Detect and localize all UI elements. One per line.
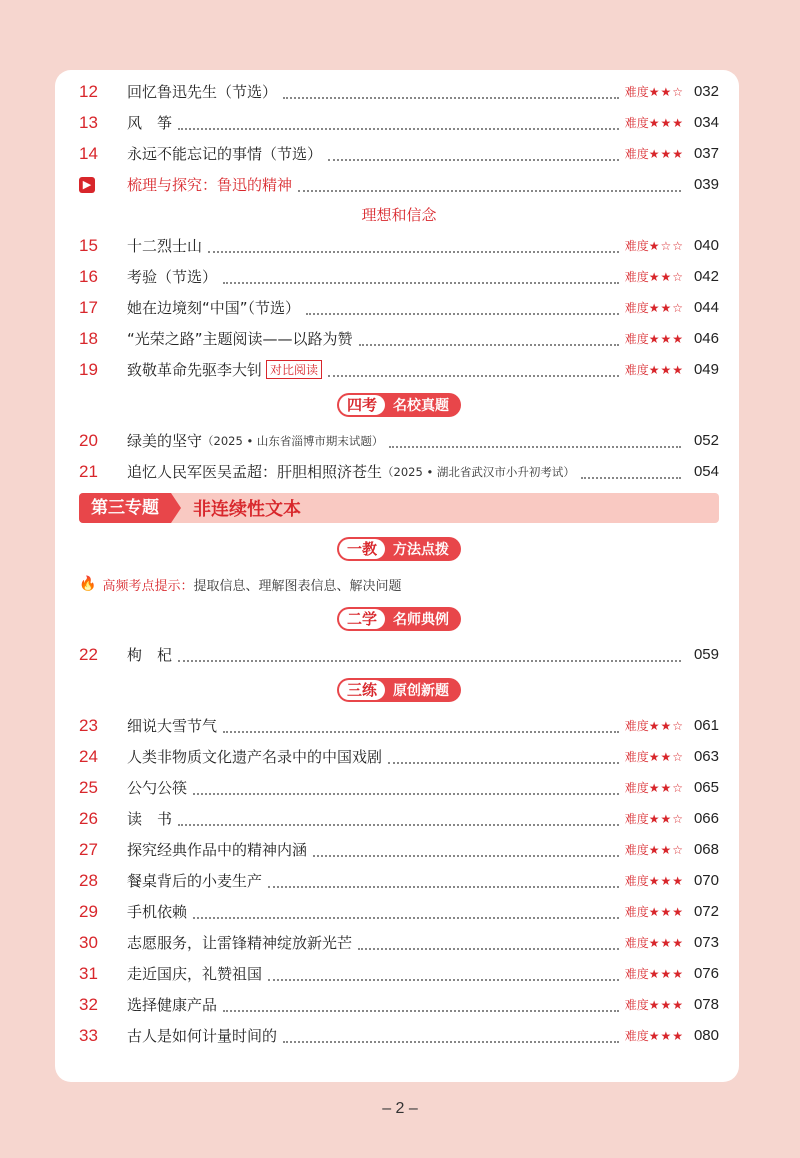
- pill-badge: 二学: [339, 609, 385, 629]
- difficulty-stars: ★★★: [648, 331, 684, 346]
- entry-number: 33: [79, 1025, 98, 1045]
- toc-entry[interactable]: [79, 292, 719, 323]
- leader-dots: [223, 719, 619, 733]
- pill-text: 原创新题: [393, 683, 449, 699]
- toc-entry[interactable]: [79, 138, 719, 169]
- difficulty-stars: ★★☆: [648, 84, 684, 99]
- pill-yijiao: [79, 529, 719, 569]
- difficulty-label: 难度: [624, 270, 649, 284]
- entry-page: 080: [693, 1027, 719, 1044]
- entry-page: 063: [693, 748, 719, 765]
- entry-page: 072: [693, 903, 719, 920]
- entry-title: 追忆人民军医吴孟超：肝胆相照济苍生: [127, 463, 383, 481]
- difficulty-label: 难度: [624, 147, 649, 161]
- entry-page: 039: [693, 176, 719, 193]
- toc-entry[interactable]: [79, 639, 719, 670]
- leader-dots: [223, 998, 619, 1012]
- entry-page: 049: [693, 361, 719, 378]
- leader-dots: [359, 332, 619, 346]
- entry-title: 选择健康产品: [127, 996, 218, 1014]
- difficulty-label: 难度: [624, 781, 649, 795]
- difficulty-label: 难度: [624, 239, 649, 253]
- leader-dots: [268, 967, 619, 981]
- leader-dots: [193, 781, 619, 795]
- entry-title: 细说大雪节气: [127, 717, 218, 735]
- entry-page: 037: [693, 145, 719, 162]
- difficulty-stars: ★★☆: [648, 718, 684, 733]
- entry-source: （2025 • 山东省淄博市期末试题）: [202, 433, 384, 448]
- toc-entry[interactable]: [79, 261, 719, 292]
- entry-number: 14: [79, 143, 98, 163]
- pill-sikao: [79, 385, 719, 425]
- entry-number: 23: [79, 715, 98, 735]
- entry-page: 065: [693, 779, 719, 796]
- entry-title: 枸 杞: [127, 646, 173, 664]
- leader-dots: [178, 116, 619, 130]
- entry-number: 27: [79, 839, 98, 859]
- difficulty-label: 难度: [624, 812, 649, 826]
- entry-number: 24: [79, 746, 98, 766]
- difficulty-label: 难度: [624, 363, 649, 377]
- entry-number: 19: [79, 359, 98, 379]
- entry-page: 040: [693, 237, 719, 254]
- entry-page: 076: [693, 965, 719, 982]
- entry-number: 25: [79, 777, 98, 797]
- toc-entry[interactable]: [79, 230, 719, 261]
- entry-title: 读 书: [127, 810, 173, 828]
- entry-page: 052: [693, 432, 719, 449]
- toc-entry[interactable]: [79, 958, 719, 989]
- difficulty-stars: ★★☆: [648, 780, 684, 795]
- difficulty-stars: ★☆☆: [648, 238, 684, 253]
- entry-page: 070: [693, 872, 719, 889]
- toc-entry[interactable]: [79, 772, 719, 803]
- entry-page: 034: [693, 114, 719, 131]
- toc-group-b: [79, 230, 719, 385]
- pill-text: 名校真题: [393, 398, 449, 414]
- toc-entry[interactable]: [79, 354, 719, 385]
- toc-entry[interactable]: [79, 710, 719, 741]
- entry-page: 066: [693, 810, 719, 827]
- entry-page: 054: [693, 463, 719, 480]
- entry-number: 32: [79, 994, 98, 1014]
- leader-dots: [268, 874, 619, 888]
- entry-title: 永远不能忘记的事情（节选）: [127, 145, 323, 163]
- pill-badge: 一教: [339, 539, 385, 559]
- toc-card: [55, 70, 739, 1082]
- difficulty-stars: ★★☆: [648, 749, 684, 764]
- leader-dots: [298, 178, 681, 192]
- entry-title: 走近国庆，礼赞祖国: [127, 965, 263, 983]
- leader-dots: [389, 434, 681, 448]
- entry-page: 073: [693, 934, 719, 951]
- tip-line: [79, 569, 719, 599]
- difficulty-stars: ★★★: [648, 997, 684, 1012]
- entry-number: 28: [79, 870, 98, 890]
- toc-entry[interactable]: [79, 927, 719, 958]
- pill-text: 方法点拨: [393, 542, 449, 558]
- entry-title: 探究经典作品中的精神内涵: [127, 841, 308, 859]
- tip-label: 高频考点提示：: [102, 578, 194, 594]
- entry-number: 15: [79, 235, 98, 255]
- tip-text: 提取信息、理解图表信息、解决问题: [193, 578, 402, 594]
- entry-page: 032: [693, 83, 719, 100]
- toc-entry[interactable]: [79, 456, 719, 487]
- difficulty-stars: ★★★: [648, 873, 684, 888]
- play-icon: ▶: [79, 177, 95, 193]
- toc-entry[interactable]: [79, 834, 719, 865]
- difficulty-label: 难度: [624, 874, 649, 888]
- entry-title: 志愿服务，让雷锋精神绽放新光芒: [127, 934, 353, 952]
- difficulty-label: 难度: [624, 843, 649, 857]
- entry-number: 26: [79, 808, 98, 828]
- entry-title: 人类非物质文化遗产名录中的中国戏剧: [127, 748, 383, 766]
- difficulty-label: 难度: [624, 998, 649, 1012]
- leader-dots: [328, 363, 619, 377]
- difficulty-stars: ★★★: [648, 146, 684, 161]
- leader-dots: [178, 648, 681, 662]
- entry-number: 20: [79, 430, 98, 450]
- pill-erxue: [79, 599, 719, 639]
- leader-dots: [388, 750, 619, 764]
- difficulty-label: 难度: [624, 332, 649, 346]
- difficulty-label: 难度: [624, 967, 649, 981]
- flame-icon: 🔥: [79, 576, 97, 592]
- entry-number: 13: [79, 112, 98, 132]
- difficulty-stars: ★★☆: [648, 300, 684, 315]
- toc-entry[interactable]: [79, 803, 719, 834]
- difficulty-stars: ★★★: [648, 362, 684, 377]
- toc-entry[interactable]: [79, 896, 719, 927]
- leader-dots: [283, 1029, 619, 1043]
- leader-dots: [178, 812, 619, 826]
- toc-entry[interactable]: [79, 741, 719, 772]
- entry-page: 068: [693, 841, 719, 858]
- toc-group-c: [79, 425, 719, 487]
- entry-title: 梳理与探究：鲁迅的精神: [127, 176, 293, 194]
- entry-number: 16: [79, 266, 98, 286]
- entry-title: 餐桌背后的小麦生产: [127, 872, 263, 890]
- leader-dots: [208, 239, 619, 253]
- entry-title: 风 筝: [127, 114, 173, 132]
- difficulty-stars: ★★★: [648, 935, 684, 950]
- toc-entry[interactable]: [79, 425, 719, 456]
- difficulty-label: 难度: [624, 1029, 649, 1043]
- pill-sanlian: [79, 670, 719, 710]
- entry-title: 考验（节选）: [127, 268, 218, 286]
- difficulty-stars: ★★☆: [648, 842, 684, 857]
- toc-entry[interactable]: [79, 989, 719, 1020]
- difficulty-label: 难度: [624, 116, 649, 130]
- leader-dots: [581, 465, 681, 479]
- pill-text: 名师典例: [393, 612, 449, 628]
- difficulty-stars: ★★☆: [648, 811, 684, 826]
- leader-dots: [328, 147, 619, 161]
- difficulty-stars: ★★☆: [648, 269, 684, 284]
- banner-label: 第三专题: [79, 493, 171, 523]
- toc-entry[interactable]: [79, 323, 719, 354]
- entry-title: 回忆鲁迅先生（节选）: [127, 83, 278, 101]
- section-banner: [79, 493, 719, 523]
- entry-tag: 对比阅读: [266, 360, 322, 379]
- section-heading: 理想和信念: [361, 206, 437, 224]
- entry-page: 059: [693, 646, 719, 663]
- entry-number: 18: [79, 328, 98, 348]
- toc-group-a: [79, 76, 719, 169]
- difficulty-stars: ★★★: [648, 904, 684, 919]
- entry-title: 十二烈士山: [127, 237, 203, 255]
- leader-dots: [223, 270, 619, 284]
- entry-title: 手机依赖: [127, 903, 188, 921]
- page-number: – 2 –: [382, 1100, 418, 1117]
- entry-number: 12: [79, 81, 98, 101]
- toc-entry[interactable]: [79, 1020, 719, 1051]
- pill-badge: 三练: [339, 680, 385, 700]
- entry-number: 31: [79, 963, 98, 983]
- leader-dots: [306, 301, 619, 315]
- toc-group-d: [79, 710, 719, 1051]
- entry-number: 17: [79, 297, 98, 317]
- difficulty-label: 难度: [624, 85, 649, 99]
- difficulty-stars: ★★★: [648, 115, 684, 130]
- difficulty-stars: ★★★: [648, 1028, 684, 1043]
- leader-dots: [193, 905, 619, 919]
- entry-number: 22: [79, 644, 98, 664]
- leader-dots: [313, 843, 619, 857]
- banner-text: 非连续性文本: [193, 499, 301, 520]
- entry-source: （2025 • 湖北省武汉市小升初考试）: [382, 464, 575, 479]
- entry-number: 29: [79, 901, 98, 921]
- entry-title: “光荣之路”主题阅读——以路为赞: [127, 330, 353, 348]
- difficulty-label: 难度: [624, 301, 649, 315]
- toc-entry-special[interactable]: [79, 169, 719, 200]
- entry-number: 30: [79, 932, 98, 952]
- leader-dots: [358, 936, 619, 950]
- entry-page: 046: [693, 330, 719, 347]
- entry-page: 042: [693, 268, 719, 285]
- difficulty-label: 难度: [624, 719, 649, 733]
- difficulty-label: 难度: [624, 750, 649, 764]
- toc-entry[interactable]: [79, 76, 719, 107]
- entry-number: 21: [79, 461, 98, 481]
- difficulty-stars: ★★★: [648, 966, 684, 981]
- entry-page: 061: [693, 717, 719, 734]
- entry-title: 致敬革命先驱李大钊: [127, 361, 263, 379]
- entry-page: 044: [693, 299, 719, 316]
- toc-entry[interactable]: [79, 865, 719, 896]
- entry-title: 古人是如何计量时间的: [127, 1027, 278, 1045]
- entry-title: 公勺公筷: [127, 779, 188, 797]
- entry-page: 078: [693, 996, 719, 1013]
- entry-title: 绿美的坚守: [127, 432, 203, 450]
- entry-title: 她在边境刻“中国”（节选）: [127, 299, 301, 317]
- toc-entry[interactable]: [79, 107, 719, 138]
- pill-badge: 四考: [339, 395, 385, 415]
- leader-dots: [283, 85, 619, 99]
- difficulty-label: 难度: [624, 905, 649, 919]
- difficulty-label: 难度: [624, 936, 649, 950]
